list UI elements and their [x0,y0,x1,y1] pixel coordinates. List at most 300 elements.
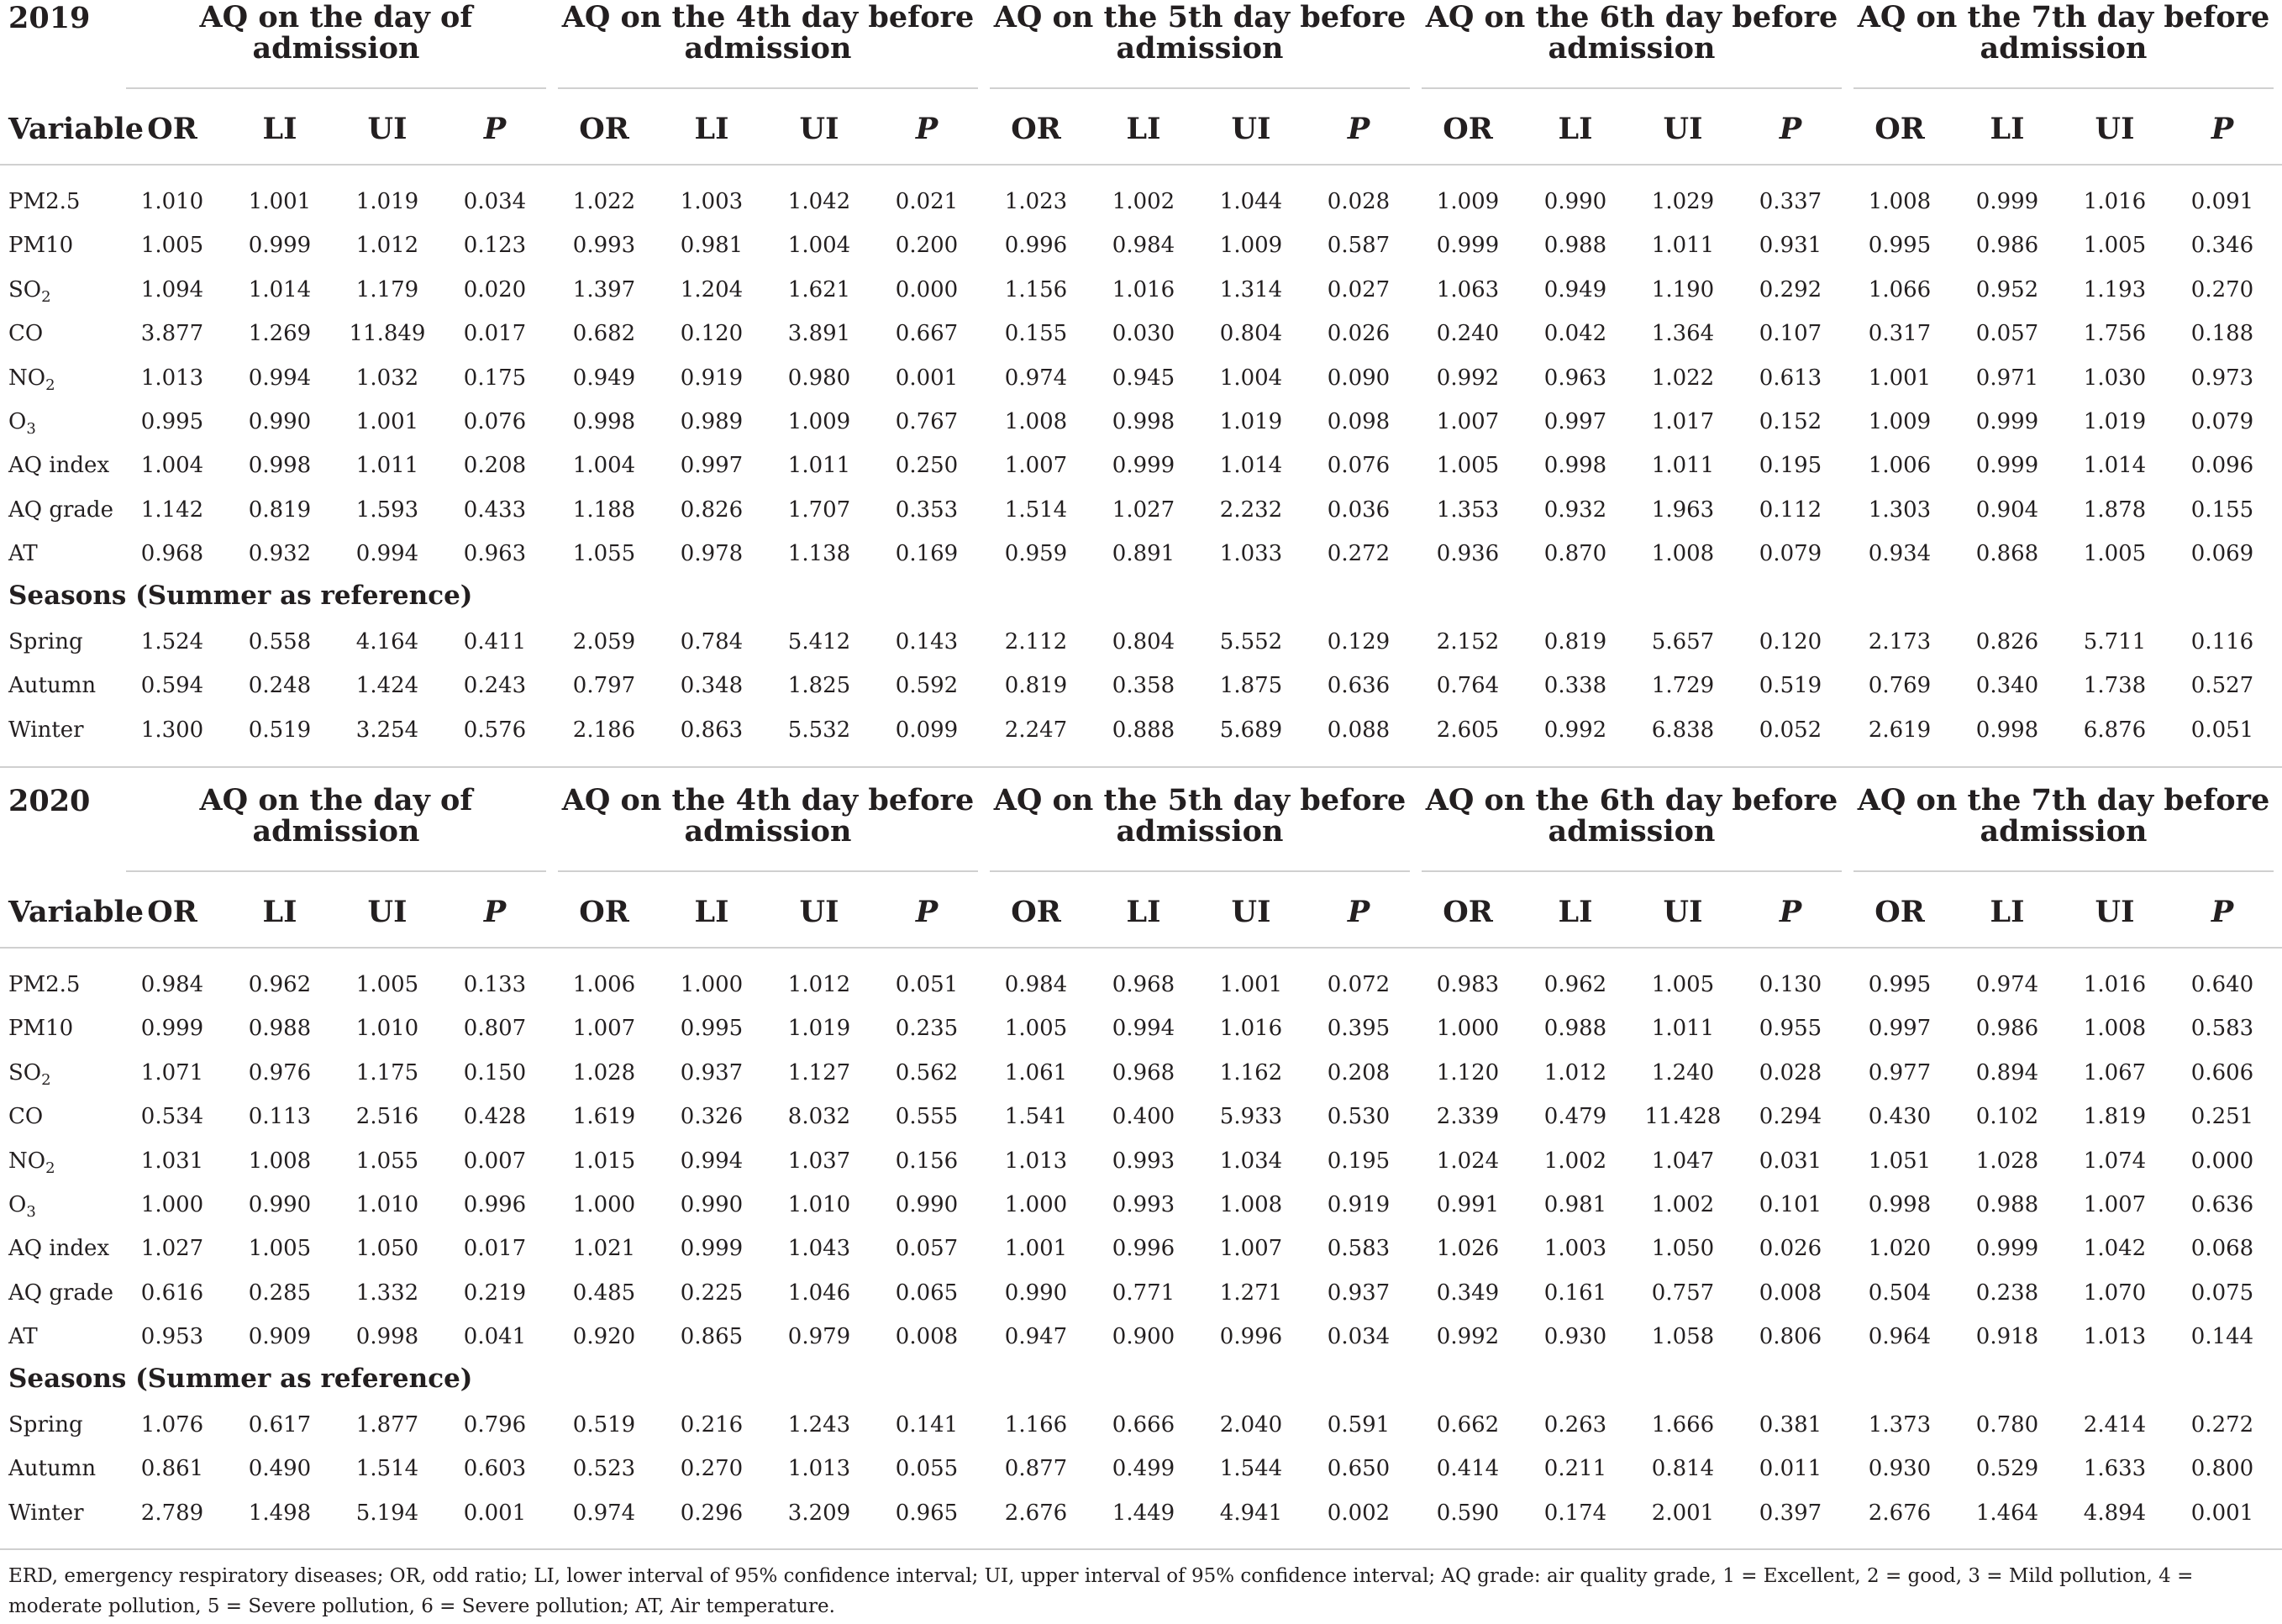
table-cell: 0.865 [680,1324,744,1350]
table-cell: 1.004 [1219,365,1283,391]
table-cell: 3.891 [787,321,851,347]
table-cell: 1.001 [1868,365,1932,391]
table-cell: 1.008 [248,1148,312,1174]
table-cell: 0.144 [2190,1324,2254,1350]
table-cell: 2.676 [1004,1500,1068,1526]
table-cell: 1.042 [787,189,851,214]
table-cell: 1.050 [355,1236,419,1262]
row-label: Autumn [8,1456,97,1482]
table-cell: 0.576 [463,717,527,743]
table-cell: 0.991 [1436,1192,1500,1217]
table-cell: 0.804 [1219,321,1283,347]
table-cell: 0.000 [895,276,959,302]
table-cell: 0.285 [248,1280,312,1306]
column-header: P [2211,112,2234,146]
table-cell: 1.963 [1651,497,1715,523]
table-cell: 0.211 [1543,1456,1607,1482]
table-cell: 0.603 [463,1456,527,1482]
group-header: AQ on the day of admission [199,0,473,66]
table-cell: 1.120 [1436,1059,1500,1085]
table-cell: 0.888 [1112,717,1175,743]
group-rule [1422,870,1842,872]
column-header: P [1779,895,1802,929]
table-cell: 0.583 [1327,1236,1391,1262]
column-header: LI [262,895,297,929]
column-header: UI [1231,112,1271,146]
group-header: AQ on the 6th day before admission [1425,0,1838,66]
table-cell: 0.490 [248,1456,312,1482]
table-cell: 0.120 [1759,629,1822,654]
table-cell: 0.998 [1975,717,2039,743]
table-cell: 1.000 [572,1192,636,1217]
table-cell: 0.998 [1543,453,1607,479]
table-cell: 1.006 [1868,453,1932,479]
table-cell: 0.979 [787,1324,851,1350]
table-cell: 0.195 [1327,1148,1391,1174]
table-cell: 1.005 [2083,233,2147,259]
table-cell: 0.558 [248,629,312,654]
table-cell: 1.013 [787,1456,851,1482]
table-cell: 0.920 [572,1324,636,1350]
table-cell: 1.179 [355,276,419,302]
column-header: LI [694,112,729,146]
table-cell: 1.424 [355,673,419,699]
table-cell: 0.133 [463,972,527,997]
table-cell: 1.001 [248,189,312,214]
table-cell: 0.079 [2190,409,2254,434]
column-header: LI [1126,895,1161,929]
table-cell: 1.005 [2083,541,2147,567]
table-cell: 0.041 [463,1324,527,1350]
column-header: UI [367,112,408,146]
table-cell: 0.992 [1543,717,1607,743]
table-cell: 1.875 [1219,673,1283,699]
table-cell: 0.208 [1327,1059,1391,1085]
table-cell: 0.225 [680,1280,744,1306]
table-cell: 0.767 [895,409,959,434]
column-header: UI [2095,112,2135,146]
table-cell: 0.270 [2190,276,2254,302]
table-cell: 1.707 [787,497,851,523]
table-cell: 0.433 [463,497,527,523]
table-cell: 0.296 [680,1500,744,1526]
table-cell: 2.789 [140,1500,204,1526]
table-cell: 0.238 [1975,1280,2039,1306]
table-cell: 0.527 [2190,673,2254,699]
column-header: P [483,112,507,146]
table-cell: 5.711 [2083,629,2147,654]
table-cell: 1.007 [1436,409,1500,434]
table-cell: 0.996 [1004,233,1068,259]
table-cell: 0.112 [1759,497,1822,523]
table-cell: 1.514 [355,1456,419,1482]
table-cell: 1.000 [1436,1016,1500,1042]
table-cell: 1.005 [1436,453,1500,479]
table-cell: 1.070 [2083,1280,2147,1306]
table-cell: 2.152 [1436,629,1500,654]
row-label: $NO_2$ [8,365,55,394]
table-cell: 1.190 [1651,276,1715,302]
column-header: OR [1011,112,1061,146]
table-cell: 0.977 [1868,1059,1932,1085]
table-cell: 1.071 [140,1059,204,1085]
table-cell: 0.072 [1327,972,1391,997]
table-cell: 1.008 [1651,541,1715,567]
column-header: P [1347,895,1370,929]
table-cell: 0.353 [895,497,959,523]
group-header: AQ on the 7th day before admission [1857,783,2270,849]
table-cell: 0.996 [1219,1324,1283,1350]
table-cell: 0.338 [1543,673,1607,699]
table-cell: 0.076 [1327,453,1391,479]
column-header: OR [579,895,629,929]
table-cell: 0.169 [895,541,959,567]
table-cell: 0.090 [1327,365,1391,391]
table-cell: 0.993 [1112,1192,1175,1217]
table-cell: 0.826 [1975,629,2039,654]
table-cell: 1.003 [1543,1236,1607,1262]
table-cell: 2.173 [1868,629,1932,654]
column-header: LI [1558,895,1593,929]
table-cell: 0.996 [463,1192,527,1217]
table-cell: 0.098 [1327,409,1391,434]
group-rule [558,870,978,872]
table-cell: 0.101 [1759,1192,1822,1217]
table-cell: 0.666 [1112,1412,1175,1437]
table-cell: 1.020 [1868,1236,1932,1262]
table-cell: 0.534 [140,1104,204,1130]
table-cell: 1.029 [1651,189,1715,214]
table-cell: 0.999 [1975,453,2039,479]
table-cell: 0.113 [248,1104,312,1130]
table-cell: 1.076 [140,1412,204,1437]
table-cell: 0.529 [1975,1456,2039,1482]
table-cell: 0.997 [1868,1016,1932,1042]
table-cell: 1.019 [355,189,419,214]
column-header: P [2211,895,2234,929]
table-cell: 0.819 [1004,673,1068,699]
table-cell: 0.990 [895,1192,959,1217]
table-cell: 1.373 [1868,1412,1932,1437]
table-cell: 1.028 [572,1059,636,1085]
table-cell: 0.937 [1327,1280,1391,1306]
table-cell: 1.004 [140,453,204,479]
table-cell: 0.055 [895,1456,959,1482]
table-cell: 0.555 [895,1104,959,1130]
row-label: CO [8,321,44,347]
row-label: Winter [8,1500,84,1526]
table-cell: 1.001 [355,409,419,434]
table-cell: 0.998 [572,409,636,434]
table-cell: 3.254 [355,717,419,743]
table-cell: 1.061 [1004,1059,1068,1085]
table-cell: 1.014 [1219,453,1283,479]
subscript: 2 [45,1159,55,1177]
table-cell: 0.937 [680,1059,744,1085]
table-cell: 0.504 [1868,1280,1932,1306]
column-header: P [483,895,507,929]
column-header: LI [262,112,297,146]
table-cell: 0.235 [895,1016,959,1042]
table-cell: 1.017 [1651,409,1715,434]
table-cell: 1.063 [1436,276,1500,302]
column-header: OR [1443,112,1493,146]
table-cell: 1.015 [572,1148,636,1174]
table-cell: 1.024 [1436,1148,1500,1174]
table-cell: 0.240 [1436,321,1500,347]
group-header: AQ on the 4th day before admission [561,0,975,66]
table-cell: 0.587 [1327,233,1391,259]
table-cell: 1.193 [2083,276,2147,302]
section-title: Seasons (Summer as reference) [8,1364,473,1394]
table-cell: 0.764 [1436,673,1500,699]
column-header: P [1779,112,1802,146]
table-cell: 1.010 [355,1192,419,1217]
table-cell: 1.819 [2083,1104,2147,1130]
table-cell: 0.994 [1112,1016,1175,1042]
table-cell: 1.027 [140,1236,204,1262]
header-rule [0,947,2282,949]
table-cell: 1.878 [2083,497,2147,523]
table-cell: 0.990 [1004,1280,1068,1306]
table-cell: 0.042 [1543,321,1607,347]
table-cell: 11.849 [349,321,426,347]
table-cell: 6.838 [1651,717,1715,743]
column-header: OR [1443,895,1493,929]
table-cell: 1.633 [2083,1456,2147,1482]
table-cell: 0.757 [1651,1280,1715,1306]
column-header: OR [579,112,629,146]
group-rule [1853,870,2274,872]
table-cell: 1.044 [1219,189,1283,214]
table-cell: 0.999 [1112,453,1175,479]
table-cell: 1.243 [787,1412,851,1437]
table-cell: 0.819 [1543,629,1607,654]
row-label: AQ index [8,1236,110,1262]
table-cell: 5.689 [1219,717,1283,743]
table-cell: 1.007 [2083,1192,2147,1217]
table-cell: 1.300 [140,717,204,743]
group-rule [990,870,1410,872]
table-cell: 0.962 [248,972,312,997]
year-label: 2020 [8,784,91,818]
table-cell: 0.143 [895,629,959,654]
table-cell: 0.807 [463,1016,527,1042]
table-cell: 1.028 [1975,1148,2039,1174]
table-cell: 0.667 [895,321,959,347]
table-cell: 0.949 [572,365,636,391]
column-header: OR [1874,895,1925,929]
table-cell: 0.999 [1436,233,1500,259]
table-cell: 0.863 [680,717,744,743]
column-header: UI [799,112,839,146]
table-cell: 1.014 [2083,453,2147,479]
table-cell: 0.953 [140,1324,204,1350]
table-cell: 0.381 [1759,1412,1822,1437]
table-cell: 0.932 [1543,497,1607,523]
table-cell: 1.022 [1651,365,1715,391]
table-cell: 0.017 [463,321,527,347]
table-cell: 1.023 [1004,189,1068,214]
table-cell: 1.047 [1651,1148,1715,1174]
table-cell: 1.010 [140,189,204,214]
table-cell: 0.263 [1543,1412,1607,1437]
row-label: $O_3$ [8,1192,36,1221]
column-header: UI [1663,895,1703,929]
row-label: $O_3$ [8,409,36,438]
table-cell: 0.270 [680,1456,744,1482]
table-cell: 0.955 [1759,1016,1822,1042]
table-cell: 1.058 [1651,1324,1715,1350]
subscript: 3 [26,420,36,438]
table-cell: 1.012 [787,972,851,997]
table-cell: 1.031 [140,1148,204,1174]
group-header: AQ on the 7th day before admission [1857,0,2270,66]
table-cell: 1.666 [1651,1412,1715,1437]
table-cell: 1.019 [1219,409,1283,434]
table-cell: 0.968 [1112,1059,1175,1085]
table-cell: 0.613 [1759,365,1822,391]
table-cell: 0.001 [463,1500,527,1526]
table-cell: 0.397 [1759,1500,1822,1526]
table-cell: 1.008 [1004,409,1068,434]
table-cell: 1.019 [2083,409,2147,434]
table-cell: 1.332 [355,1280,419,1306]
table-cell: 0.965 [895,1500,959,1526]
table-cell: 2.247 [1004,717,1068,743]
table-cell: 0.052 [1759,717,1822,743]
table-cell: 0.051 [895,972,959,997]
table-cell: 1.005 [248,1236,312,1262]
column-header: UI [2095,895,2135,929]
section-title: Seasons (Summer as reference) [8,581,473,611]
table-cell: 1.514 [1004,497,1068,523]
table-cell: 0.998 [1868,1192,1932,1217]
table-cell: 0.156 [895,1148,959,1174]
panel-2019 [0,0,2282,783]
table-cell: 1.050 [1651,1236,1715,1262]
table-cell: 2.676 [1868,1500,1932,1526]
header-rule [0,164,2282,166]
table-cell: 0.499 [1112,1456,1175,1482]
table-cell: 1.016 [2083,189,2147,214]
table-cell: 0.317 [1868,321,1932,347]
table-cell: 0.150 [463,1059,527,1085]
column-header: OR [1874,112,1925,146]
table-cell: 0.806 [1759,1324,1822,1350]
table-cell: 0.989 [680,409,744,434]
table-cell: 0.116 [2190,629,2254,654]
table-cell: 1.042 [2083,1236,2147,1262]
table-cell: 0.918 [1975,1324,2039,1350]
table-cell: 1.138 [787,541,851,567]
table-cell: 0.994 [248,365,312,391]
table-cell: 1.593 [355,497,419,523]
table-cell: 1.877 [355,1412,419,1437]
table-cell: 1.027 [1112,497,1175,523]
column-header: LI [1126,112,1161,146]
table-cell: 6.876 [2083,717,2147,743]
table-cell: 0.797 [572,673,636,699]
table-cell: 0.141 [895,1412,959,1437]
table-cell: 1.464 [1975,1500,2039,1526]
table-cell: 0.519 [572,1412,636,1437]
table-cell: 1.005 [1651,972,1715,997]
row-label: Spring [8,629,83,654]
table-cell: 5.194 [355,1500,419,1526]
table-cell: 1.051 [1868,1148,1932,1174]
table-cell: 1.729 [1651,673,1715,699]
table-cell: 1.621 [787,276,851,302]
table-cell: 0.002 [1327,1500,1391,1526]
table-cell: 0.990 [680,1192,744,1217]
table-cell: 0.065 [895,1280,959,1306]
table-cell: 1.006 [572,972,636,997]
table-cell: 1.524 [140,629,204,654]
table-cell: 0.519 [248,717,312,743]
table-cell: 0.931 [1759,233,1822,259]
table-cell: 2.516 [355,1104,419,1130]
table-cell: 0.200 [895,233,959,259]
table-cell: 0.091 [2190,189,2254,214]
table-cell: 0.007 [463,1148,527,1174]
table-cell: 0.986 [1975,233,2039,259]
table-cell: 1.011 [1651,233,1715,259]
table-cell: 0.990 [248,409,312,434]
table-cell: 2.059 [572,629,636,654]
year-label: 2019 [8,1,91,35]
table-cell: 1.033 [1219,541,1283,567]
table-cell: 1.269 [248,321,312,347]
table-cell: 0.272 [1327,541,1391,567]
table-cell: 0.870 [1543,541,1607,567]
table-cell: 0.994 [355,541,419,567]
table-cell: 2.619 [1868,717,1932,743]
table-cell: 1.756 [2083,321,2147,347]
table-cell: 0.430 [1868,1104,1932,1130]
row-label: PM2.5 [8,972,81,997]
table-cell: 0.031 [1759,1148,1822,1174]
table-cell: 0.947 [1004,1324,1068,1350]
subscript: 3 [26,1203,36,1221]
table-cell: 0.998 [1112,409,1175,434]
table-cell: 0.076 [463,409,527,434]
table-cell: 0.175 [463,365,527,391]
table-cell: 1.127 [787,1059,851,1085]
table-cell: 1.030 [2083,365,2147,391]
table-cell: 0.001 [2190,1500,2254,1526]
group-header: AQ on the day of admission [199,783,473,849]
table-cell: 0.174 [1543,1500,1607,1526]
table-cell: 0.988 [1543,1016,1607,1042]
table-cell: 0.998 [248,453,312,479]
row-label: Spring [8,1412,83,1437]
table-cell: 1.142 [140,497,204,523]
table-cell: 0.981 [1543,1192,1607,1217]
table-cell: 0.068 [2190,1236,2254,1262]
table-cell: 0.990 [1543,189,1607,214]
table-cell: 0.780 [1975,1412,2039,1437]
table-cell: 1.004 [787,233,851,259]
table-cell: 0.123 [463,233,527,259]
table-cell: 1.005 [140,233,204,259]
table-cell: 0.819 [248,497,312,523]
table-cell: 0.479 [1543,1104,1607,1130]
table-cell: 1.067 [2083,1059,2147,1085]
table-cell: 1.007 [1219,1236,1283,1262]
table-cell: 0.968 [140,541,204,567]
table-cell: 1.011 [355,453,419,479]
